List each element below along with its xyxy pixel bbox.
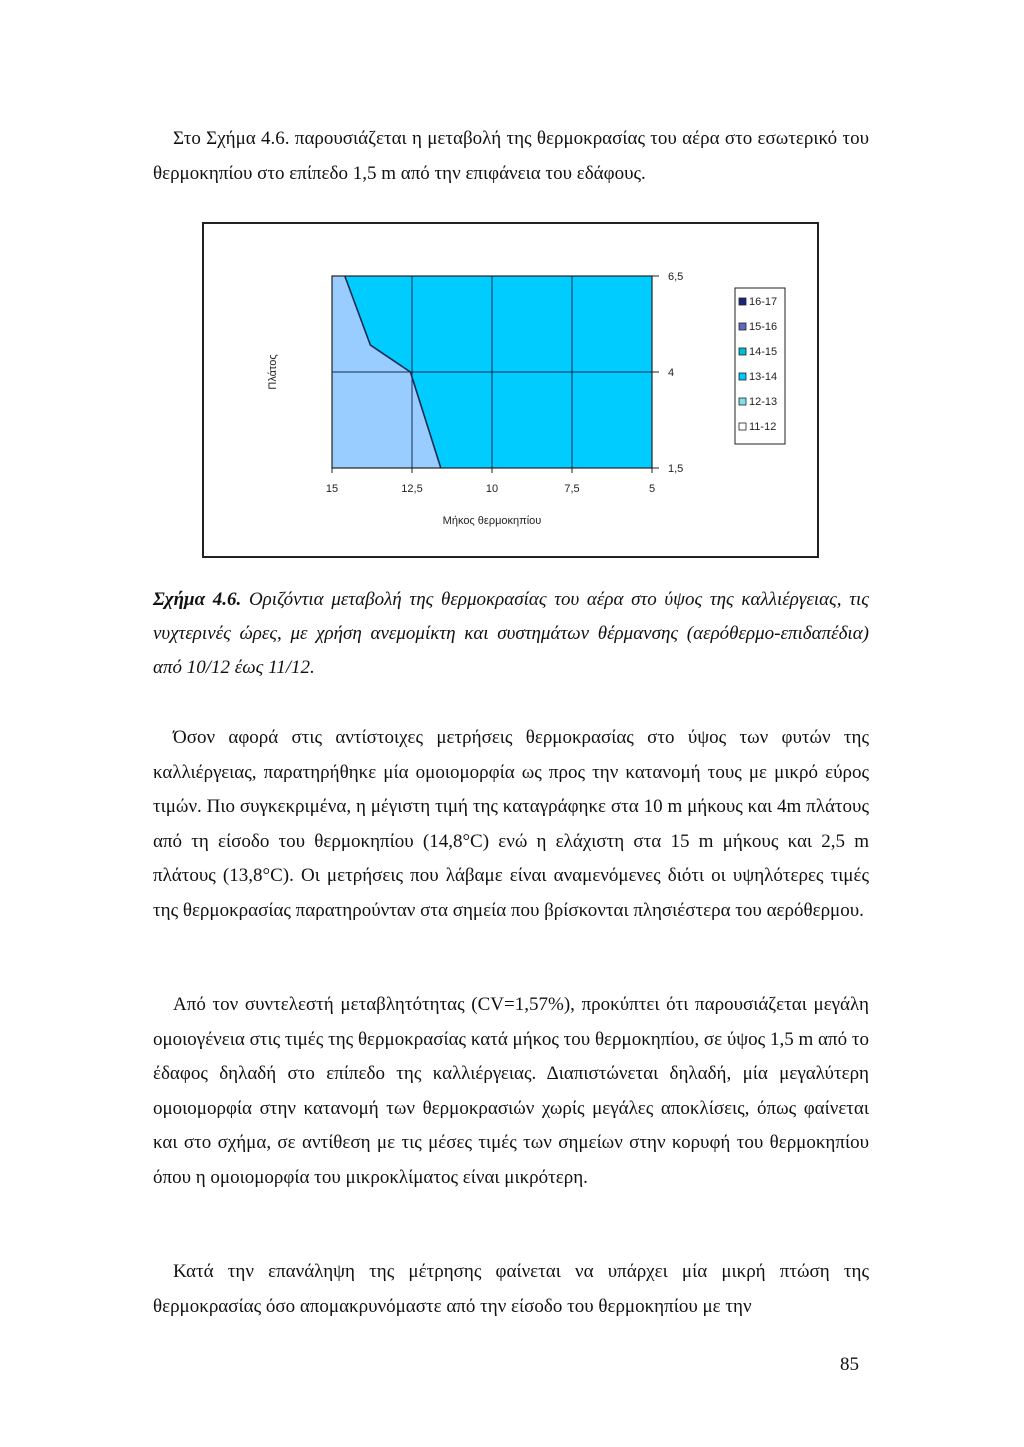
figure-frame — [202, 222, 819, 558]
x-tick-label-2: 10 — [485, 483, 499, 495]
legend-swatch-14-15 — [739, 348, 746, 355]
body-paragraph-2: Από τον συντελεστή μεταβλητότητας (CV=1,57%), προκύπτει ότι παρουσιάζεται μεγάλη ομοιογένεια στις τιμές της θερμοκρασίας κατά μήκος του θερμοκηπίου, σε ύψος 1,5 m από το έδαφος δηλαδή στο επίπεδο της καλλιέργειας. Διαπιστώνεται δηλαδή, μία μεγαλύτερη ομοιομορφία στην κατανομή των θερμοκρασιών χωρίς μεγάλες αποκλίσεις, όπως φαίνεται και στο σχήμα, σε αντίθεση με τις μέσες τιμές των σημείων στην κορυφή του θερμοκηπίου όπου η ομοιομορφία του μικροκλίματος είναι μικρότερη. — [153, 994, 869, 1188]
legend-swatch-11-12 — [739, 423, 746, 430]
contour-chart — [204, 224, 817, 556]
legend-swatch-15-16 — [739, 323, 746, 330]
x-tick-label-3: 7,5 — [564, 483, 580, 495]
legend-label-16-17: 16-17 — [749, 296, 778, 308]
figure-caption-text: Οριζόντια μεταβολή της θερμοκρασίας του αέρα στο ύψος της καλλιέργειας, τις νυχτερινές ώρες, με χρήση ανεμομίκτη και συστημάτων θέρμανσης (αερόθερμο-επιδαπέδια) από 10/12 έως 11/12. — [153, 589, 870, 678]
y-tick-label-2: 1,5 — [668, 463, 684, 475]
page-number: 85 — [840, 1354, 859, 1375]
x-axis-title: Μήκος θερμοκηπίου — [442, 515, 542, 527]
figure-label: Σχήμα 4.6. — [153, 589, 242, 610]
y-tick-label-1: 4 — [668, 367, 675, 379]
legend-swatch-16-17 — [739, 298, 746, 305]
y-axis-title: Πλάτος — [267, 354, 279, 390]
figure-caption — [153, 583, 869, 685]
x-tick-label-4: 5 — [648, 483, 656, 495]
legend-label-14-15: 14-15 — [749, 346, 778, 358]
legend-label-13-14: 13-14 — [749, 371, 778, 383]
body-paragraph-3: Κατά την επανάληψη της μέτρησης φαίνεται να υπάρχει μία μικρή πτώση της θερμοκρασίας όσο απομακρυνόμαστε από την είσοδο του θερμοκηπίου με την — [153, 1261, 869, 1317]
legend-swatch-13-14 — [739, 373, 746, 380]
x-tick-label-1: 12,5 — [401, 483, 423, 495]
legend-label-12-13: 12-13 — [749, 396, 778, 408]
body-paragraph-1: Όσον αφορά στις αντίστοιχες μετρήσεις θερμοκρασίας στο ύψος των φυτών της καλλιέργειας, παρατηρήθηκε μία ομοιομορφία ως προς την κατανομή τους με μικρό εύρος τιμών. Πιο συγκεκριμένα, η μέγιστη τιμή της καταγράφηκε στα 10 m μήκους και 4m πλάτους από τη είσοδο του θερμοκηπίου (14,8°C) ενώ η ελάχιστη στα 15 m μήκους και 2,5 m πλάτους (13,8°C). Οι μετρήσεις που λάβαμε είναι αναμενόμενες διότι οι υψηλότερες τιμές της θερμοκρασίας παρατηρούνταν στα σημεία που βρίσκονται πλησιέστερα του αερόθερμου. — [153, 727, 869, 921]
legend-swatch-12-13 — [739, 398, 746, 405]
intro-paragraph: Στο Σχήμα 4.6. παρουσιάζεται η μεταβολή της θερμοκρασίας του αέρα στο εσωτερικό του θερμοκηπίου στο επίπεδο 1,5 m από την επιφάνεια του εδάφους. — [153, 128, 869, 184]
legend-label-11-12: 11-12 — [749, 421, 777, 433]
y-tick-label-0: 6,5 — [668, 271, 684, 283]
legend-label-15-16: 15-16 — [749, 321, 778, 333]
x-tick-label-0: 15 — [325, 483, 339, 495]
